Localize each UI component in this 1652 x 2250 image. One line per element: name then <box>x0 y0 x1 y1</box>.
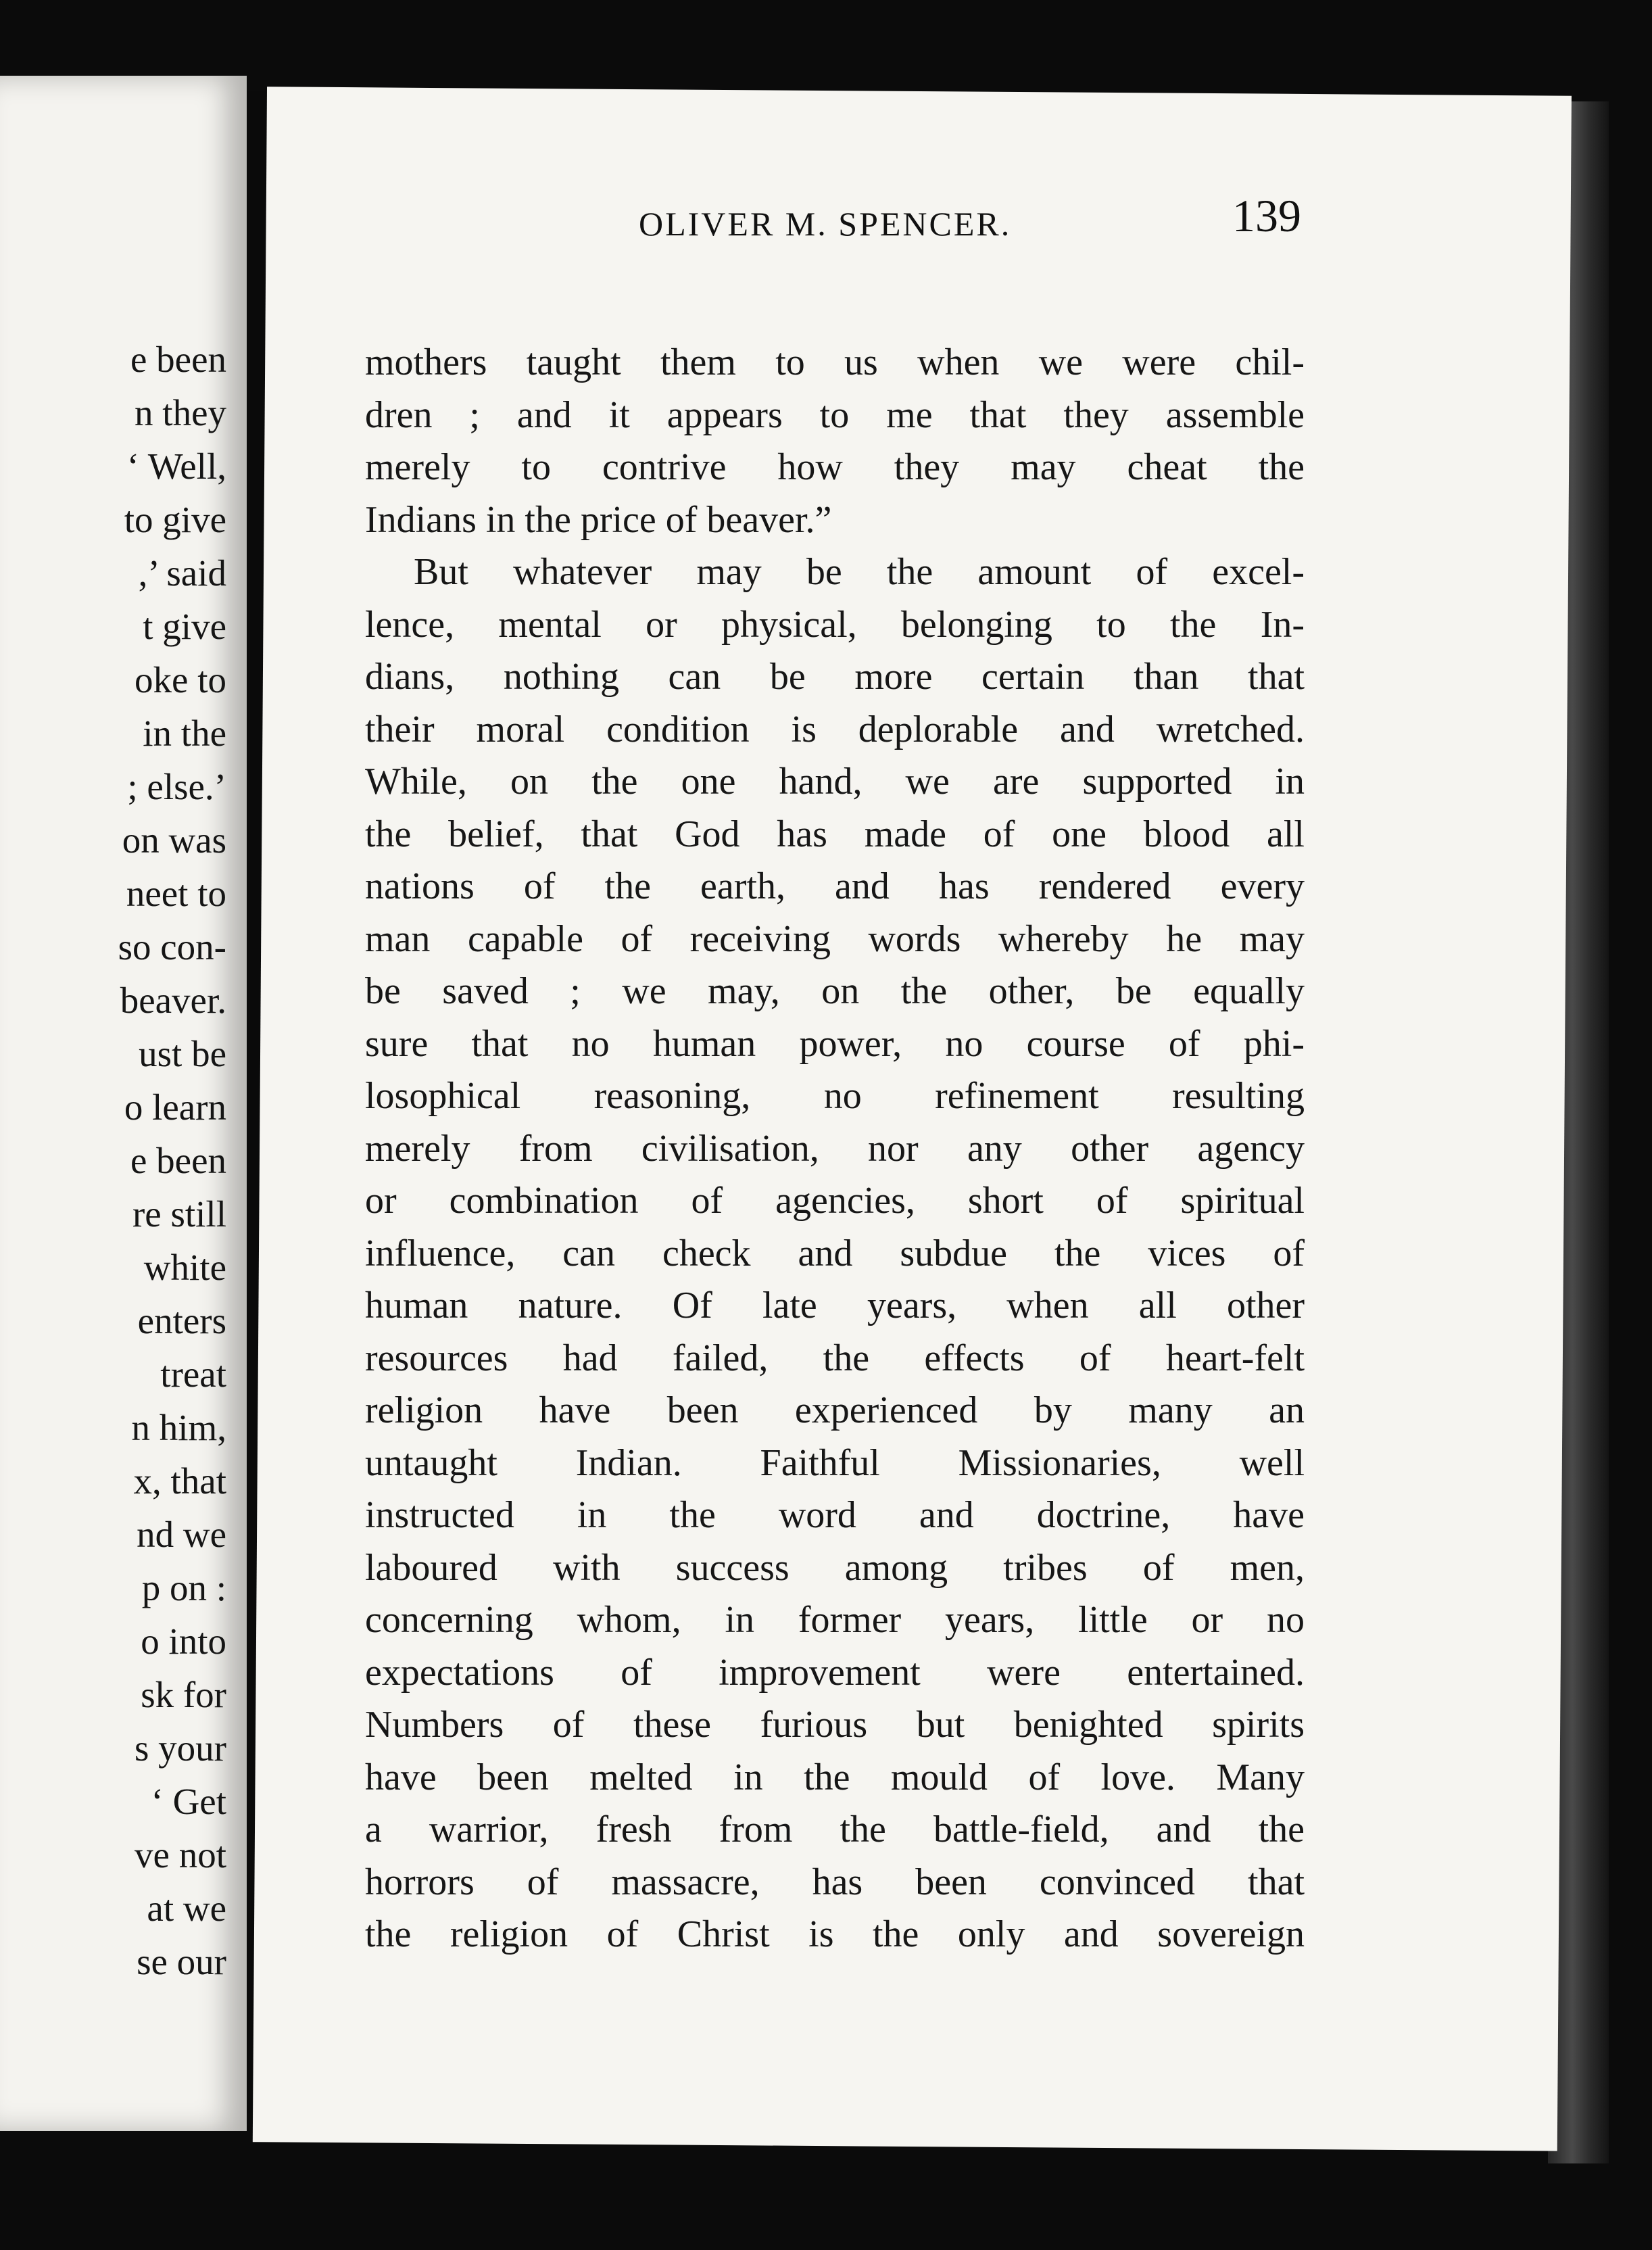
left-line: on was <box>122 819 226 861</box>
left-facing-page <box>0 76 247 2131</box>
text-line: instructed in the word and doctrine, have <box>365 1494 1305 1536</box>
left-line: t give <box>143 606 226 647</box>
text-line: untaught Indian. Faithful Missionaries, well <box>365 1441 1305 1484</box>
running-head: OLIVER M. SPENCER. <box>639 205 1012 243</box>
left-line: n they <box>135 392 226 433</box>
page-body-text <box>365 337 1305 1961</box>
left-line: at we <box>147 1888 226 1929</box>
left-line: n him, <box>131 1407 226 1448</box>
left-line: neet to <box>126 873 226 914</box>
text-line: human nature. Of late years, when all other <box>365 1285 1305 1326</box>
text-line: laboured with success among tribes of men, <box>365 1546 1305 1589</box>
left-line: ve not <box>135 1834 226 1875</box>
left-line: ‘ Well, <box>126 446 226 487</box>
left-line: enters <box>137 1300 226 1341</box>
text-line: merely to contrive how they may cheat the <box>365 446 1305 488</box>
text-line: a warrior, fresh from the battle-field, and the <box>365 1809 1305 1850</box>
text-line: be saved ; we may, on the other, be equally <box>365 970 1305 1012</box>
text-line: influence, can check and subdue the vices of <box>365 1232 1305 1274</box>
text-line: nations of the earth, and has rendered every <box>365 865 1305 907</box>
left-line: in the <box>143 713 226 754</box>
left-line: white <box>143 1247 226 1288</box>
text-line: have been melted in the mould of love. Many <box>365 1756 1305 1798</box>
text-line: mothers taught them to us when we were chil- <box>365 341 1305 383</box>
text-line: horrors of massacre, has been convinced that <box>365 1861 1305 1903</box>
left-line: oke to <box>135 659 226 700</box>
left-line: se our <box>137 1941 226 1982</box>
left-line: to give <box>124 499 226 540</box>
text-line: concerning whom, in former years, little or no <box>365 1599 1305 1641</box>
left-line: e been <box>130 1140 226 1181</box>
left-page-text <box>118 333 226 1988</box>
text-line: the religion of Christ is the only and sovereign <box>365 1913 1305 1955</box>
left-line: ,’ said <box>138 552 226 594</box>
text-line: Indians in the price of beaver.” <box>365 498 832 541</box>
text-line: losophical reasoning, no refinement resulting <box>365 1075 1305 1117</box>
left-line: beaver. <box>120 980 226 1021</box>
page-header <box>348 189 1301 257</box>
text-line: man capable of receiving words whereby he may <box>365 917 1305 960</box>
left-line: nd we <box>137 1514 226 1555</box>
text-line: expectations of improvement were entertained. <box>365 1651 1305 1694</box>
left-line: o learn <box>124 1086 226 1128</box>
left-line: sk for <box>141 1674 226 1715</box>
left-line: treat <box>160 1354 226 1395</box>
text-line: dians, nothing can be more certain than that <box>365 656 1305 698</box>
text-line: While, on the one hand, we are supported in <box>365 761 1305 803</box>
left-line: s your <box>135 1727 226 1769</box>
text-line: or combination of agencies, short of spiritual <box>365 1180 1305 1222</box>
left-line: ust be <box>139 1033 226 1074</box>
left-line: o into <box>141 1621 226 1662</box>
left-line: re still <box>132 1193 226 1235</box>
text-line: dren ; and it appears to me that they assemble <box>365 393 1305 436</box>
text-line: But whatever may be the amount of excel- <box>414 551 1305 593</box>
left-line: p on : <box>141 1567 226 1608</box>
left-line: ‘ Get <box>151 1781 226 1822</box>
text-line: lence, mental or physical, belonging to the In- <box>365 603 1305 646</box>
text-line: their moral condition is deplorable and wretched. <box>365 708 1305 750</box>
left-line: ; else.’ <box>127 766 226 807</box>
page-number: 139 <box>1232 190 1301 241</box>
text-line: resources had failed, the effects of heart-felt <box>365 1337 1305 1379</box>
left-line: x, that <box>133 1460 226 1502</box>
text-line: merely from civilisation, nor any other agency <box>365 1127 1305 1170</box>
left-line: so con- <box>118 926 226 967</box>
left-line: e been <box>130 339 226 380</box>
text-line: religion have been experienced by many an <box>365 1389 1305 1431</box>
text-line: the belief, that God has made of one blood all <box>365 813 1305 855</box>
text-line: sure that no human power, no course of phi- <box>365 1022 1305 1065</box>
text-line: Numbers of these furious but benighted spirits <box>365 1704 1305 1746</box>
